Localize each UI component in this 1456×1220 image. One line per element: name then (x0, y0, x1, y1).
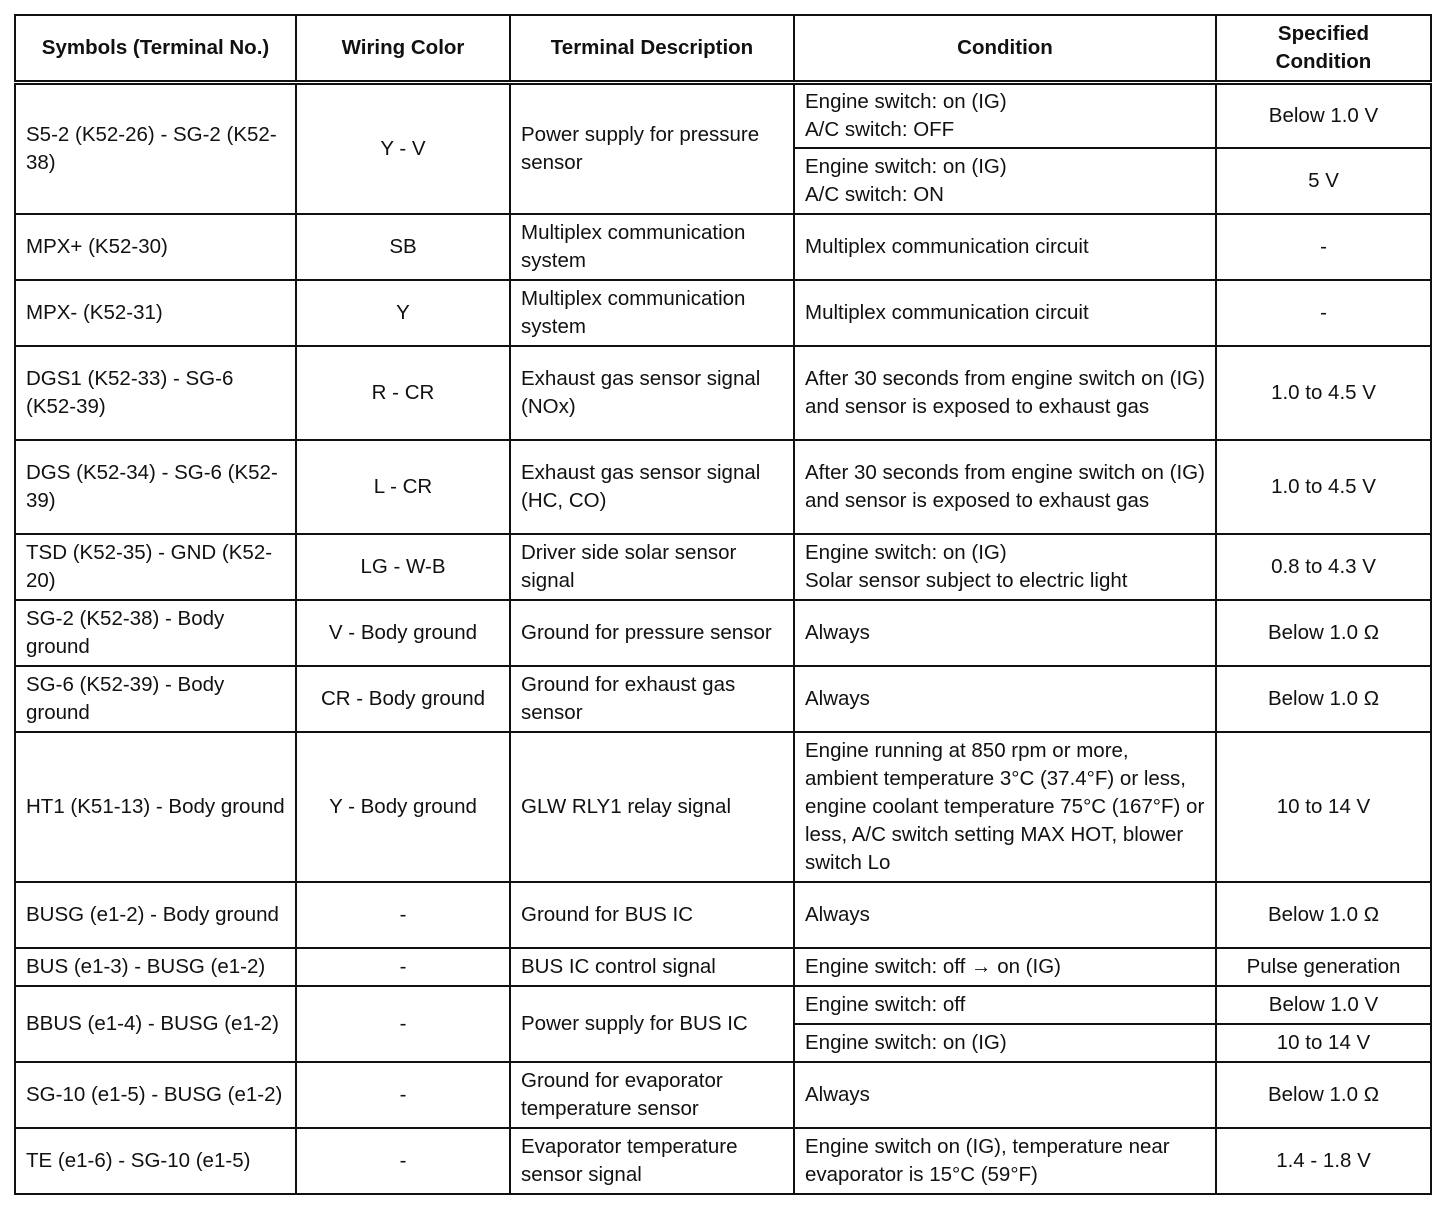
symbol-cell: MPX- (K52-31) (15, 280, 296, 346)
condition-cell: Multiplex communication circuit (794, 280, 1216, 346)
header-terminal-description: Terminal Description (510, 15, 794, 82)
table-row (15, 346, 1431, 440)
condition-cell: Engine switch: off (794, 986, 1216, 1024)
table-row (15, 534, 1431, 600)
specified-condition-cell: - (1216, 280, 1431, 346)
symbol-cell: BUSG (e1-2) - Body ground (15, 882, 296, 948)
wiring-color-cell: - (296, 882, 510, 948)
table-header-row (15, 15, 1431, 82)
description-cell: BUS IC control signal (510, 948, 794, 986)
specified-condition-cell: Below 1.0 V (1216, 82, 1431, 148)
condition-cell: Always (794, 882, 1216, 948)
specified-condition-cell: 10 to 14 V (1216, 1024, 1431, 1062)
description-cell: Multiplex communication system (510, 214, 794, 280)
description-cell: Driver side solar sensor signal (510, 534, 794, 600)
specified-condition-cell: Below 1.0 V (1216, 986, 1431, 1024)
description-cell: Power supply for pressure sensor (510, 82, 794, 214)
specified-condition-cell: 5 V (1216, 148, 1431, 214)
condition-cell: Engine switch: on (IG) A/C switch: OFF (794, 82, 1216, 148)
table-row (15, 82, 1431, 148)
wiring-color-cell: Y (296, 280, 510, 346)
table-row (15, 948, 1431, 986)
specified-condition-cell: 1.0 to 4.5 V (1216, 440, 1431, 534)
specified-condition-cell: 0.8 to 4.3 V (1216, 534, 1431, 600)
header-symbols: Symbols (Terminal No.) (15, 15, 296, 82)
specified-condition-cell: - (1216, 214, 1431, 280)
specified-condition-cell: Below 1.0 Ω (1216, 1062, 1431, 1128)
description-cell: GLW RLY1 relay signal (510, 732, 794, 882)
wiring-color-cell: R - CR (296, 346, 510, 440)
terminal-table (14, 14, 1432, 1195)
wiring-color-cell: Y - V (296, 82, 510, 214)
symbol-cell: DGS (K52-34) - SG-6 (K52-39) (15, 440, 296, 534)
symbol-cell: TE (e1-6) - SG-10 (e1-5) (15, 1128, 296, 1194)
symbol-cell: SG-2 (K52-38) - Body ground (15, 600, 296, 666)
wiring-color-cell: V - Body ground (296, 600, 510, 666)
table-row (15, 732, 1431, 882)
description-cell: Exhaust gas sensor signal (NOx) (510, 346, 794, 440)
symbol-cell: BBUS (e1-4) - BUSG (e1-2) (15, 986, 296, 1062)
symbol-cell: HT1 (K51-13) - Body ground (15, 732, 296, 882)
wiring-color-cell: - (296, 986, 510, 1062)
table-row (15, 280, 1431, 346)
symbol-cell: MPX+ (K52-30) (15, 214, 296, 280)
wiring-color-cell: - (296, 1128, 510, 1194)
description-cell: Ground for pressure sensor (510, 600, 794, 666)
wiring-color-cell: Y - Body ground (296, 732, 510, 882)
condition-cell: Engine switch on (IG), temperature near evaporator is 15°C (59°F) (794, 1128, 1216, 1194)
specified-condition-cell: 10 to 14 V (1216, 732, 1431, 882)
condition-cell: Always (794, 600, 1216, 666)
specified-condition-cell: Below 1.0 Ω (1216, 666, 1431, 732)
symbol-cell: SG-10 (e1-5) - BUSG (e1-2) (15, 1062, 296, 1128)
wiring-color-cell: SB (296, 214, 510, 280)
wiring-color-cell: CR - Body ground (296, 666, 510, 732)
specified-condition-cell: Below 1.0 Ω (1216, 600, 1431, 666)
symbol-cell: BUS (e1-3) - BUSG (e1-2) (15, 948, 296, 986)
description-cell: Ground for exhaust gas sensor (510, 666, 794, 732)
description-cell: Exhaust gas sensor signal (HC, CO) (510, 440, 794, 534)
wiring-color-cell: LG - W-B (296, 534, 510, 600)
symbol-cell: TSD (K52-35) - GND (K52-20) (15, 534, 296, 600)
header-condition: Condition (794, 15, 1216, 82)
wiring-color-cell: - (296, 1062, 510, 1128)
specified-condition-cell: Below 1.0 Ω (1216, 882, 1431, 948)
condition-cell: Engine switch: on (IG) (794, 1024, 1216, 1062)
description-cell: Multiplex communication system (510, 280, 794, 346)
table-row (15, 666, 1431, 732)
description-cell: Power supply for BUS IC (510, 986, 794, 1062)
header-wiring-color: Wiring Color (296, 15, 510, 82)
table-body (15, 82, 1431, 1194)
table-row (15, 882, 1431, 948)
condition-cell: After 30 seconds from engine switch on (IG) and sensor is exposed to exhaust gas (794, 440, 1216, 534)
condition-cell: Multiplex communication circuit (794, 214, 1216, 280)
condition-cell: Engine running at 850 rpm or more, ambient temperature 3°C (37.4°F) or less, engine coolant temperature 75°C (167°F) or less, A/C switch setting MAX HOT, blower switch Lo (794, 732, 1216, 882)
condition-cell: Always (794, 1062, 1216, 1128)
table-row (15, 1062, 1431, 1128)
description-cell: Ground for evaporator temperature sensor (510, 1062, 794, 1128)
table-row (15, 986, 1431, 1024)
table-row (15, 1128, 1431, 1194)
specified-condition-cell: 1.0 to 4.5 V (1216, 346, 1431, 440)
table-row (15, 600, 1431, 666)
table-row (15, 440, 1431, 534)
condition-cell: After 30 seconds from engine switch on (IG) and sensor is exposed to exhaust gas (794, 346, 1216, 440)
condition-cell: Always (794, 666, 1216, 732)
wiring-color-cell: L - CR (296, 440, 510, 534)
description-cell: Evaporator temperature sensor signal (510, 1128, 794, 1194)
symbol-cell: DGS1 (K52-33) - SG-6 (K52-39) (15, 346, 296, 440)
wiring-color-cell: - (296, 948, 510, 986)
description-cell: Ground for BUS IC (510, 882, 794, 948)
condition-cell: Engine switch: off → on (IG) (794, 948, 1216, 986)
symbol-cell: S5-2 (K52-26) - SG-2 (K52-38) (15, 82, 296, 214)
specified-condition-cell: Pulse generation (1216, 948, 1431, 986)
condition-cell: Engine switch: on (IG) Solar sensor subject to electric light (794, 534, 1216, 600)
symbol-cell: SG-6 (K52-39) - Body ground (15, 666, 296, 732)
table-row (15, 214, 1431, 280)
header-specified-condition: Specified Condition (1216, 15, 1431, 82)
condition-cell: Engine switch: on (IG) A/C switch: ON (794, 148, 1216, 214)
specified-condition-cell: 1.4 - 1.8 V (1216, 1128, 1431, 1194)
